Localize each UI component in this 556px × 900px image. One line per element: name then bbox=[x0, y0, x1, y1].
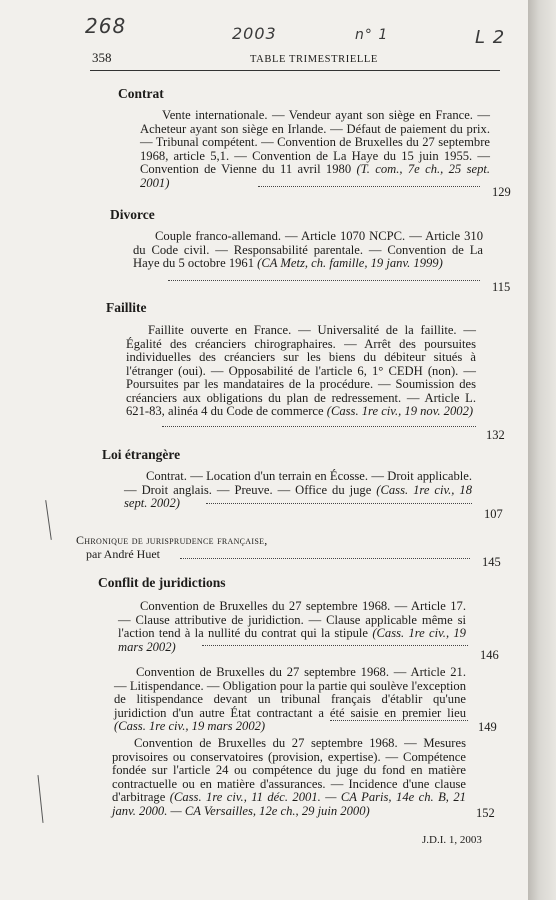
page-ref: 115 bbox=[492, 280, 511, 294]
chronique-author: par André Huet bbox=[86, 546, 160, 561]
section-title-conflit: Conflit de juridictions bbox=[98, 575, 226, 590]
entry-citation: (CA Metz, ch. famille, 19 janv. 1999) bbox=[257, 256, 443, 270]
handwritten-note: L 2 bbox=[475, 27, 506, 48]
dot-leader bbox=[180, 548, 470, 559]
page-gutter bbox=[528, 0, 556, 900]
page-ref: 129 bbox=[492, 185, 511, 199]
entry-divorce bbox=[133, 230, 483, 271]
entry-citation: (Cass. 1re civ., 11 déc. 2001. — CA Paris, 14e ch. B, 21 janv. 2000. — CA Versailles, 12e ch., 29 juin 2000) bbox=[112, 790, 466, 818]
entry-faillite bbox=[126, 324, 476, 419]
dot-leader bbox=[330, 710, 468, 721]
page-ref: 145 bbox=[482, 555, 501, 569]
entry-text: Couple franco-allemand. — Article 1070 NCPC. — Article 310 du Code civil. — Responsabilité parentale. — Convention de La Haye du 5 octobre 1961 bbox=[133, 229, 483, 270]
page-ref: 149 bbox=[478, 720, 497, 734]
page-ref: 107 bbox=[484, 507, 503, 521]
chronique-title: Chronique de jurisprudence française, bbox=[76, 533, 268, 547]
entry-text: Convention de Bruxelles du 27 septembre 1968. — Mesures provisoires ou conservatoires (provision, expertise). — Compétence fondée sur l'article 24 ou compétence du juge du fond en matière contractuelle ou en matière d'assurances. — Incidence d'une clause d'arbitrage bbox=[112, 736, 466, 804]
entry-text: Convention de Bruxelles du 27 septembre 1968. — Article 17. — Clause attributive de juridiction. — Clause applicable même si l'action tend à la nullité du contrat qui la stipule bbox=[118, 599, 466, 640]
running-head: TABLE TRIMESTRIELLE bbox=[250, 54, 378, 65]
entry-text: Contrat. — Location d'un terrain en Écosse. — Droit applicable. — Droit anglais. — Preuve. — Office du juge bbox=[124, 469, 472, 497]
entry-citation: (Cass. 1re civ., 19 nov. 2002) bbox=[326, 404, 474, 418]
page-ref: 132 bbox=[486, 428, 505, 442]
journal-footer: J.D.I. 1, 2003 bbox=[422, 834, 482, 846]
scan-mark bbox=[45, 500, 52, 540]
page-ref: 146 bbox=[480, 648, 499, 662]
section-title-contrat: Contrat bbox=[118, 86, 164, 101]
dot-leader bbox=[162, 416, 476, 427]
entry-text: Vente internationale. — Vendeur ayant son siège en France. — Acheteur ayant son siège en Irlande. — Défaut de paiement du prix. — Tribunal compétent. — Convention de Bruxelles du 27 septembre 1968, article 5,1. — Convention de La Haye du 15 juin 1955. — Convention de Vienne du 11 avril 1980 bbox=[140, 108, 490, 176]
entry-loi-etrangere bbox=[124, 470, 472, 511]
handwritten-note: 2003 bbox=[232, 24, 277, 43]
dot-leader bbox=[206, 493, 472, 504]
entry-citation: (T. com., 7e ch., 25 sept. 2001) bbox=[140, 162, 491, 190]
entry-citation: (Cass. 1re civ., 18 sept. 2002) bbox=[124, 482, 472, 510]
entry-text: Faillite ouverte en France. — Universalité de la faillite. — Égalité des créanciers chirographaires. — Arrêt des poursuites individuelles des créanciers sur les biens du débiteur situés à l'étranger (oui). — Opposabilité de l'article 6, 1° CEDH (non). — Poursuites par les mandataires de la procédure. — Soumission des créanciers aux obligations du plan de redressement. — Article L. 621-83, alinéa 4 du Code de commerce bbox=[126, 323, 476, 418]
scan-mark bbox=[37, 775, 43, 823]
entry-citation: (Cass. 1re civ., 19 mars 2002) bbox=[114, 719, 266, 733]
handwritten-note: 268 bbox=[85, 14, 127, 38]
handwritten-note: n° 1 bbox=[355, 27, 389, 43]
section-title-loi-etrangere: Loi étrangère bbox=[102, 447, 181, 462]
section-title-divorce: Divorce bbox=[110, 207, 155, 222]
entry-conflit-2 bbox=[114, 666, 466, 734]
entry-text: Convention de Bruxelles du 27 septembre 1968. — Article 21. — Litispendance. — Obligation pour la partie qui soulève l'exception de litispendance devant un tribunal français d'établir qu'une juridiction d'un autre État contractant a été saisie en premier lieu bbox=[114, 665, 466, 720]
dot-leader bbox=[258, 176, 480, 187]
entry-citation: (Cass. 1re civ., 19 mars 2002) bbox=[118, 626, 466, 654]
section-title-faillite: Faillite bbox=[106, 300, 147, 315]
header-rule bbox=[90, 70, 500, 71]
dot-leader bbox=[202, 635, 468, 646]
page-number: 358 bbox=[92, 50, 112, 65]
page-ref: 152 bbox=[476, 806, 495, 820]
entry-conflit-3 bbox=[112, 737, 466, 818]
dot-leader bbox=[168, 270, 480, 281]
